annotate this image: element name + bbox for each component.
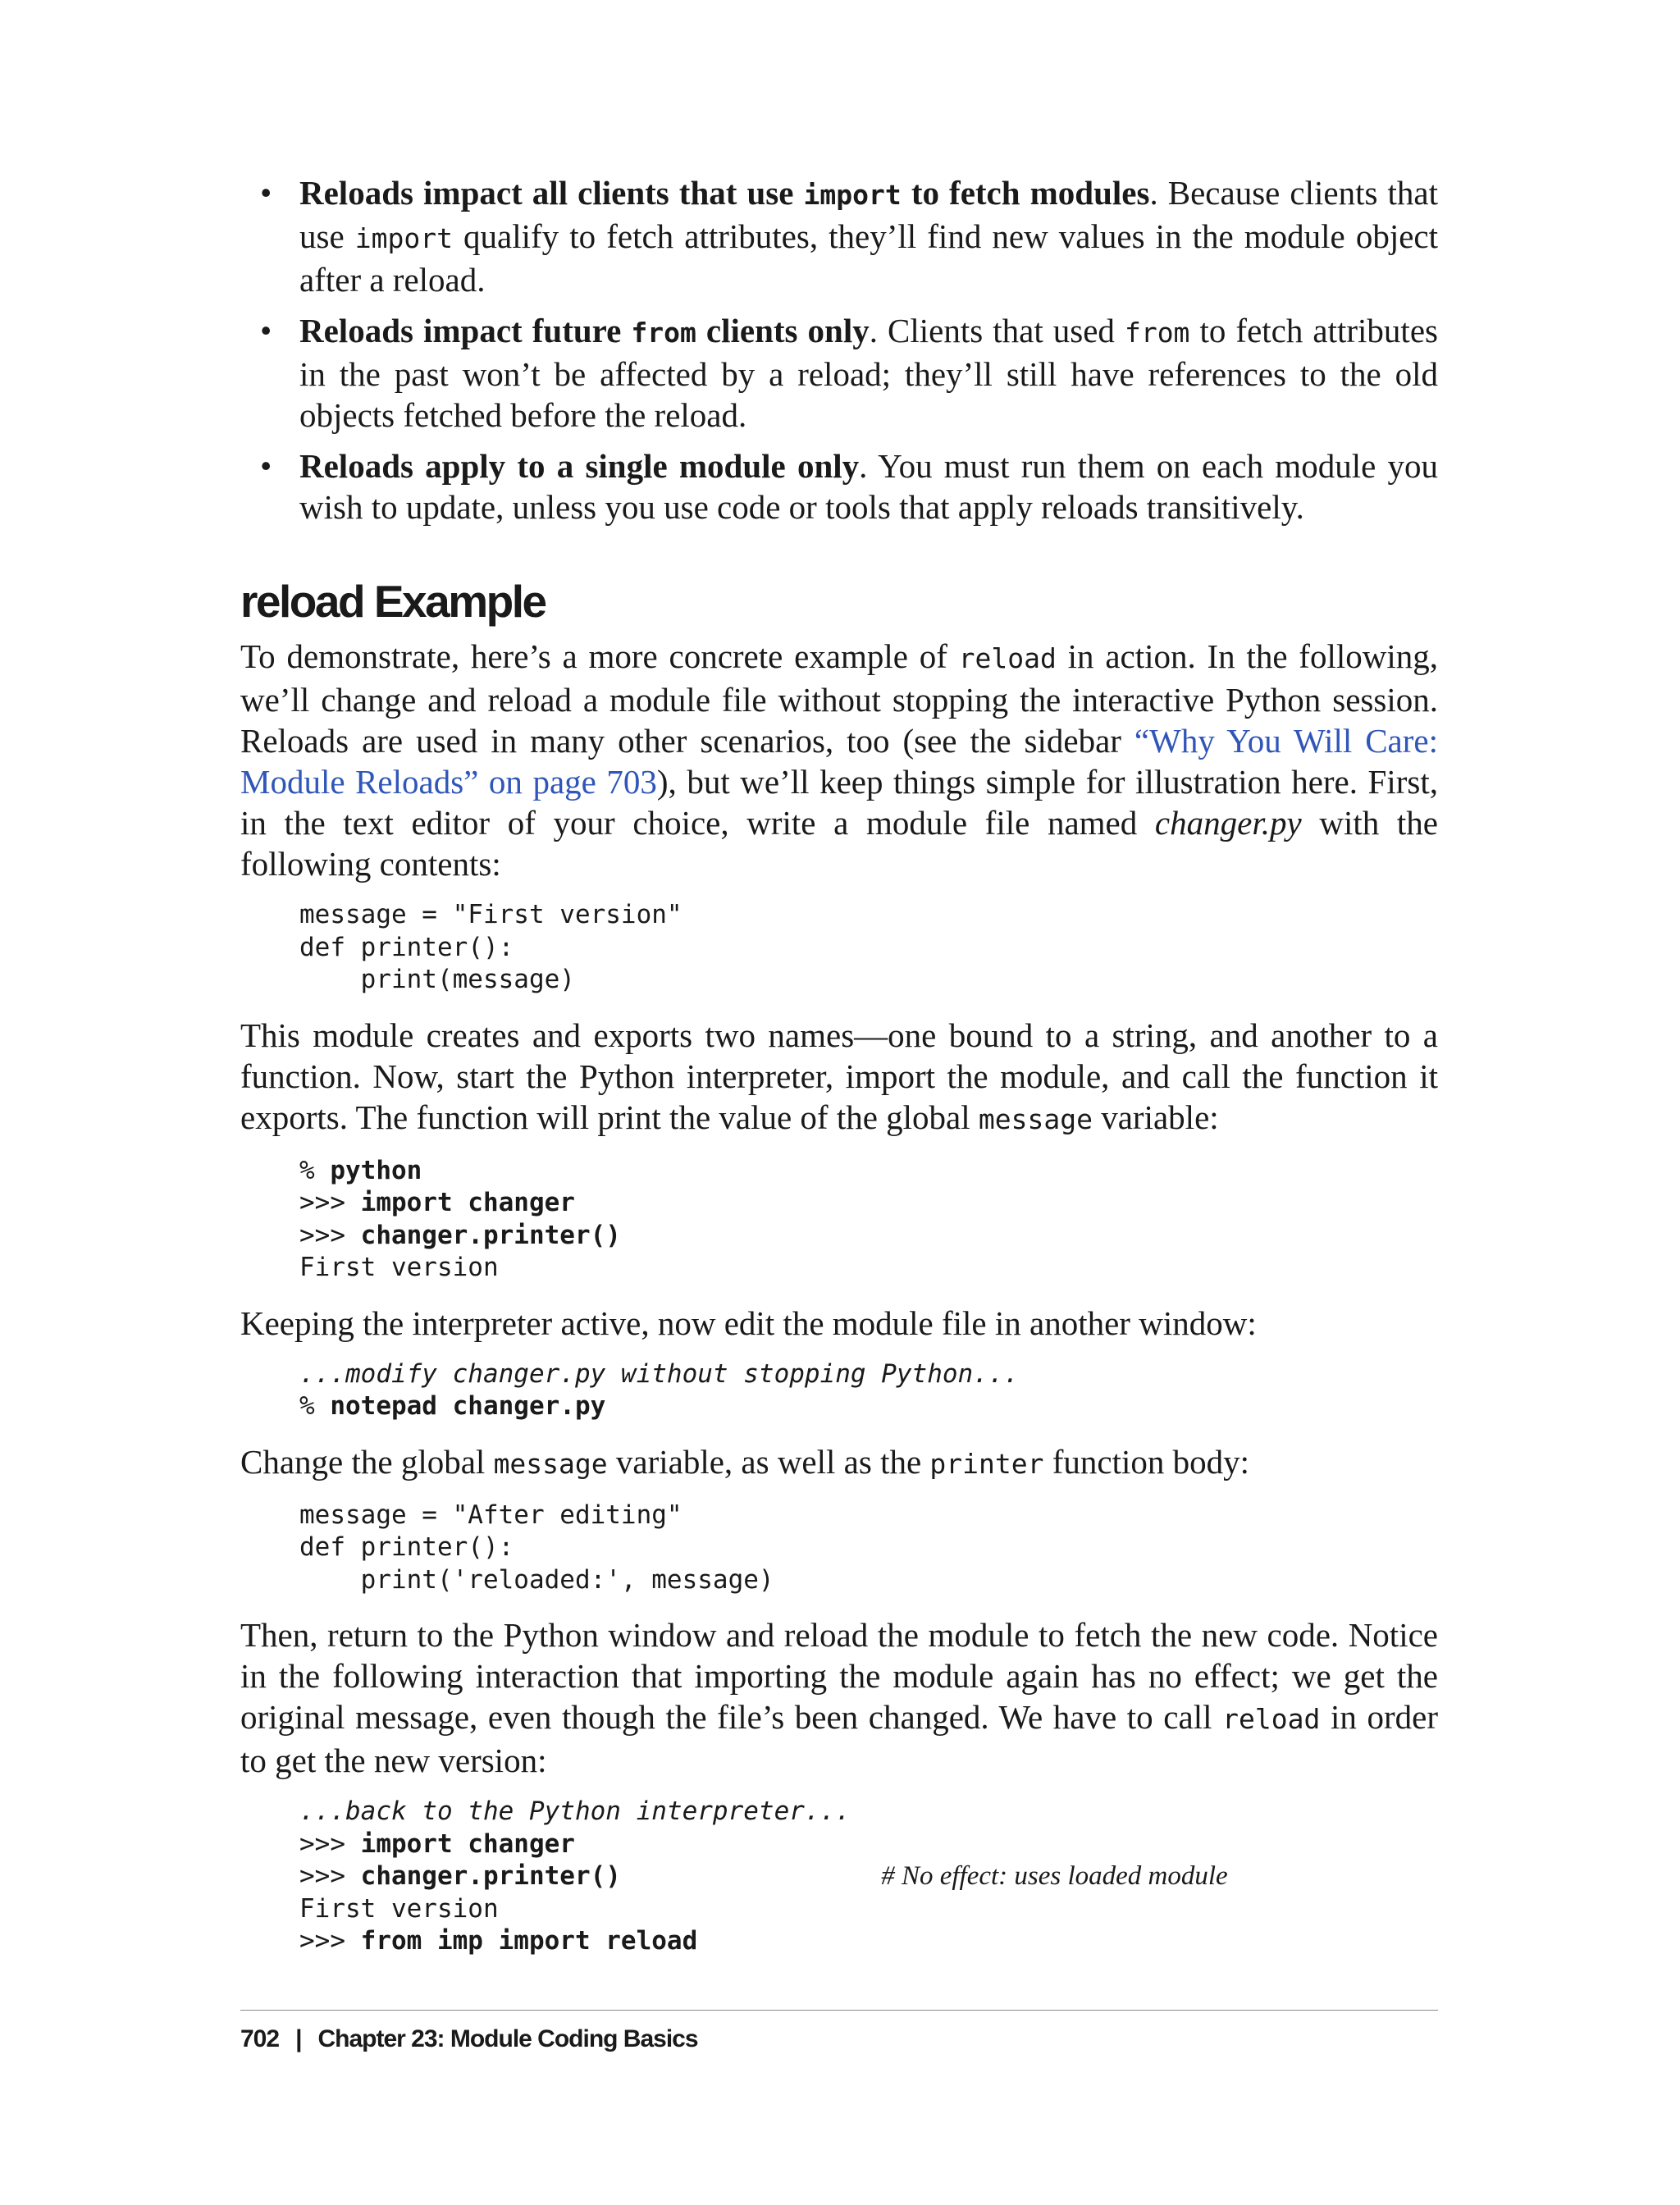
code-block: ...back to the Python interpreter... >>> import changer >>> changer.printer() # No effect: uses loaded module First version >>> from imp import reload [299, 1796, 1228, 1956]
bullet-icon: • [260, 312, 272, 349]
paragraph: Keeping the interpreter active, now edit the module file in another window: [240, 1303, 1257, 1342]
page-content [240, 172, 1438, 1976]
footer-line [240, 2025, 1438, 2053]
filename: changer.py [1154, 804, 1302, 842]
code-block: message = "After editing" def printer(): print('reloaded:', message) [299, 1500, 774, 1595]
bullet-icon: • [260, 447, 272, 485]
code-block: % python >>> import changer >>> changer.printer() First version [299, 1155, 621, 1282]
paragraph: Change the global message variable, as well as the printer function body: [240, 1442, 1250, 1481]
paragraph: To demonstrate, here’s a more concrete example of reload in action. In the following, we’ll change and reload a module file without stopping the interactive Python session. Reloads are used in many other scenarios, too (see the sidebar “Why You Will Care: Module Reloads” on page 703), but we’ll keep things simple for illustration here. First, in the text editor of your choice, write a module file named changer.py with the following contents: [240, 637, 1438, 883]
list-item: • Reloads impact future from clients only. Clients that used from to fetch attributes in the past won’t be affected by a reload; they’ll still have references to the old objects fetched before the reload. [260, 312, 1438, 434]
bullet-heading: Reloads apply to a single module only [299, 447, 860, 485]
page-number: 702 [240, 2025, 280, 2052]
footer-separator: | [295, 2025, 302, 2052]
code-comment: # No effect: uses loaded module [881, 1861, 1228, 1891]
code-block: message = "First version" def printer(): print(message) [299, 900, 682, 994]
bullet-heading: Reloads impact future from clients only [299, 312, 870, 349]
chapter-title: Chapter 23: Module Coding Basics [317, 2025, 698, 2052]
list-item: • Reloads apply to a single module only. You must run them on each module you wish to update, unless you use code or tools that apply reloads transitively. [260, 447, 1438, 526]
code-block: ...modify changer.py without stopping Python... % notepad changer.py [299, 1358, 1020, 1421]
section-heading: reload Example [240, 576, 546, 627]
bullet-list [240, 172, 1438, 527]
sidebar-cross-reference-link[interactable]: “Why You Will Care: Module Reloads” on page 703 [240, 722, 1438, 801]
bullet-icon: • [260, 174, 272, 212]
bullet-heading: Reloads impact all clients that use import to fetch modules [299, 174, 1150, 212]
paragraph: Then, return to the Python window and reload the module to fetch the new code. Notice in the following interaction that importing the module again has no effect; we get the original message, even though the file’s been changed. We have to call reload in order to get the new version: [240, 1616, 1438, 1779]
paragraph: This module creates and exports two names—one bound to a string, and another to a function. Now, start the Python interpreter, import the module, and call the function it exports. The function will print the value of the global message variable: [240, 1016, 1438, 1136]
list-item: • Reloads impact all clients that use import to fetch modules. Because clients that use import qualify to fetch attributes, they’ll find new values in the module object after a reload. [260, 174, 1439, 299]
page-footer [240, 2010, 1438, 2053]
